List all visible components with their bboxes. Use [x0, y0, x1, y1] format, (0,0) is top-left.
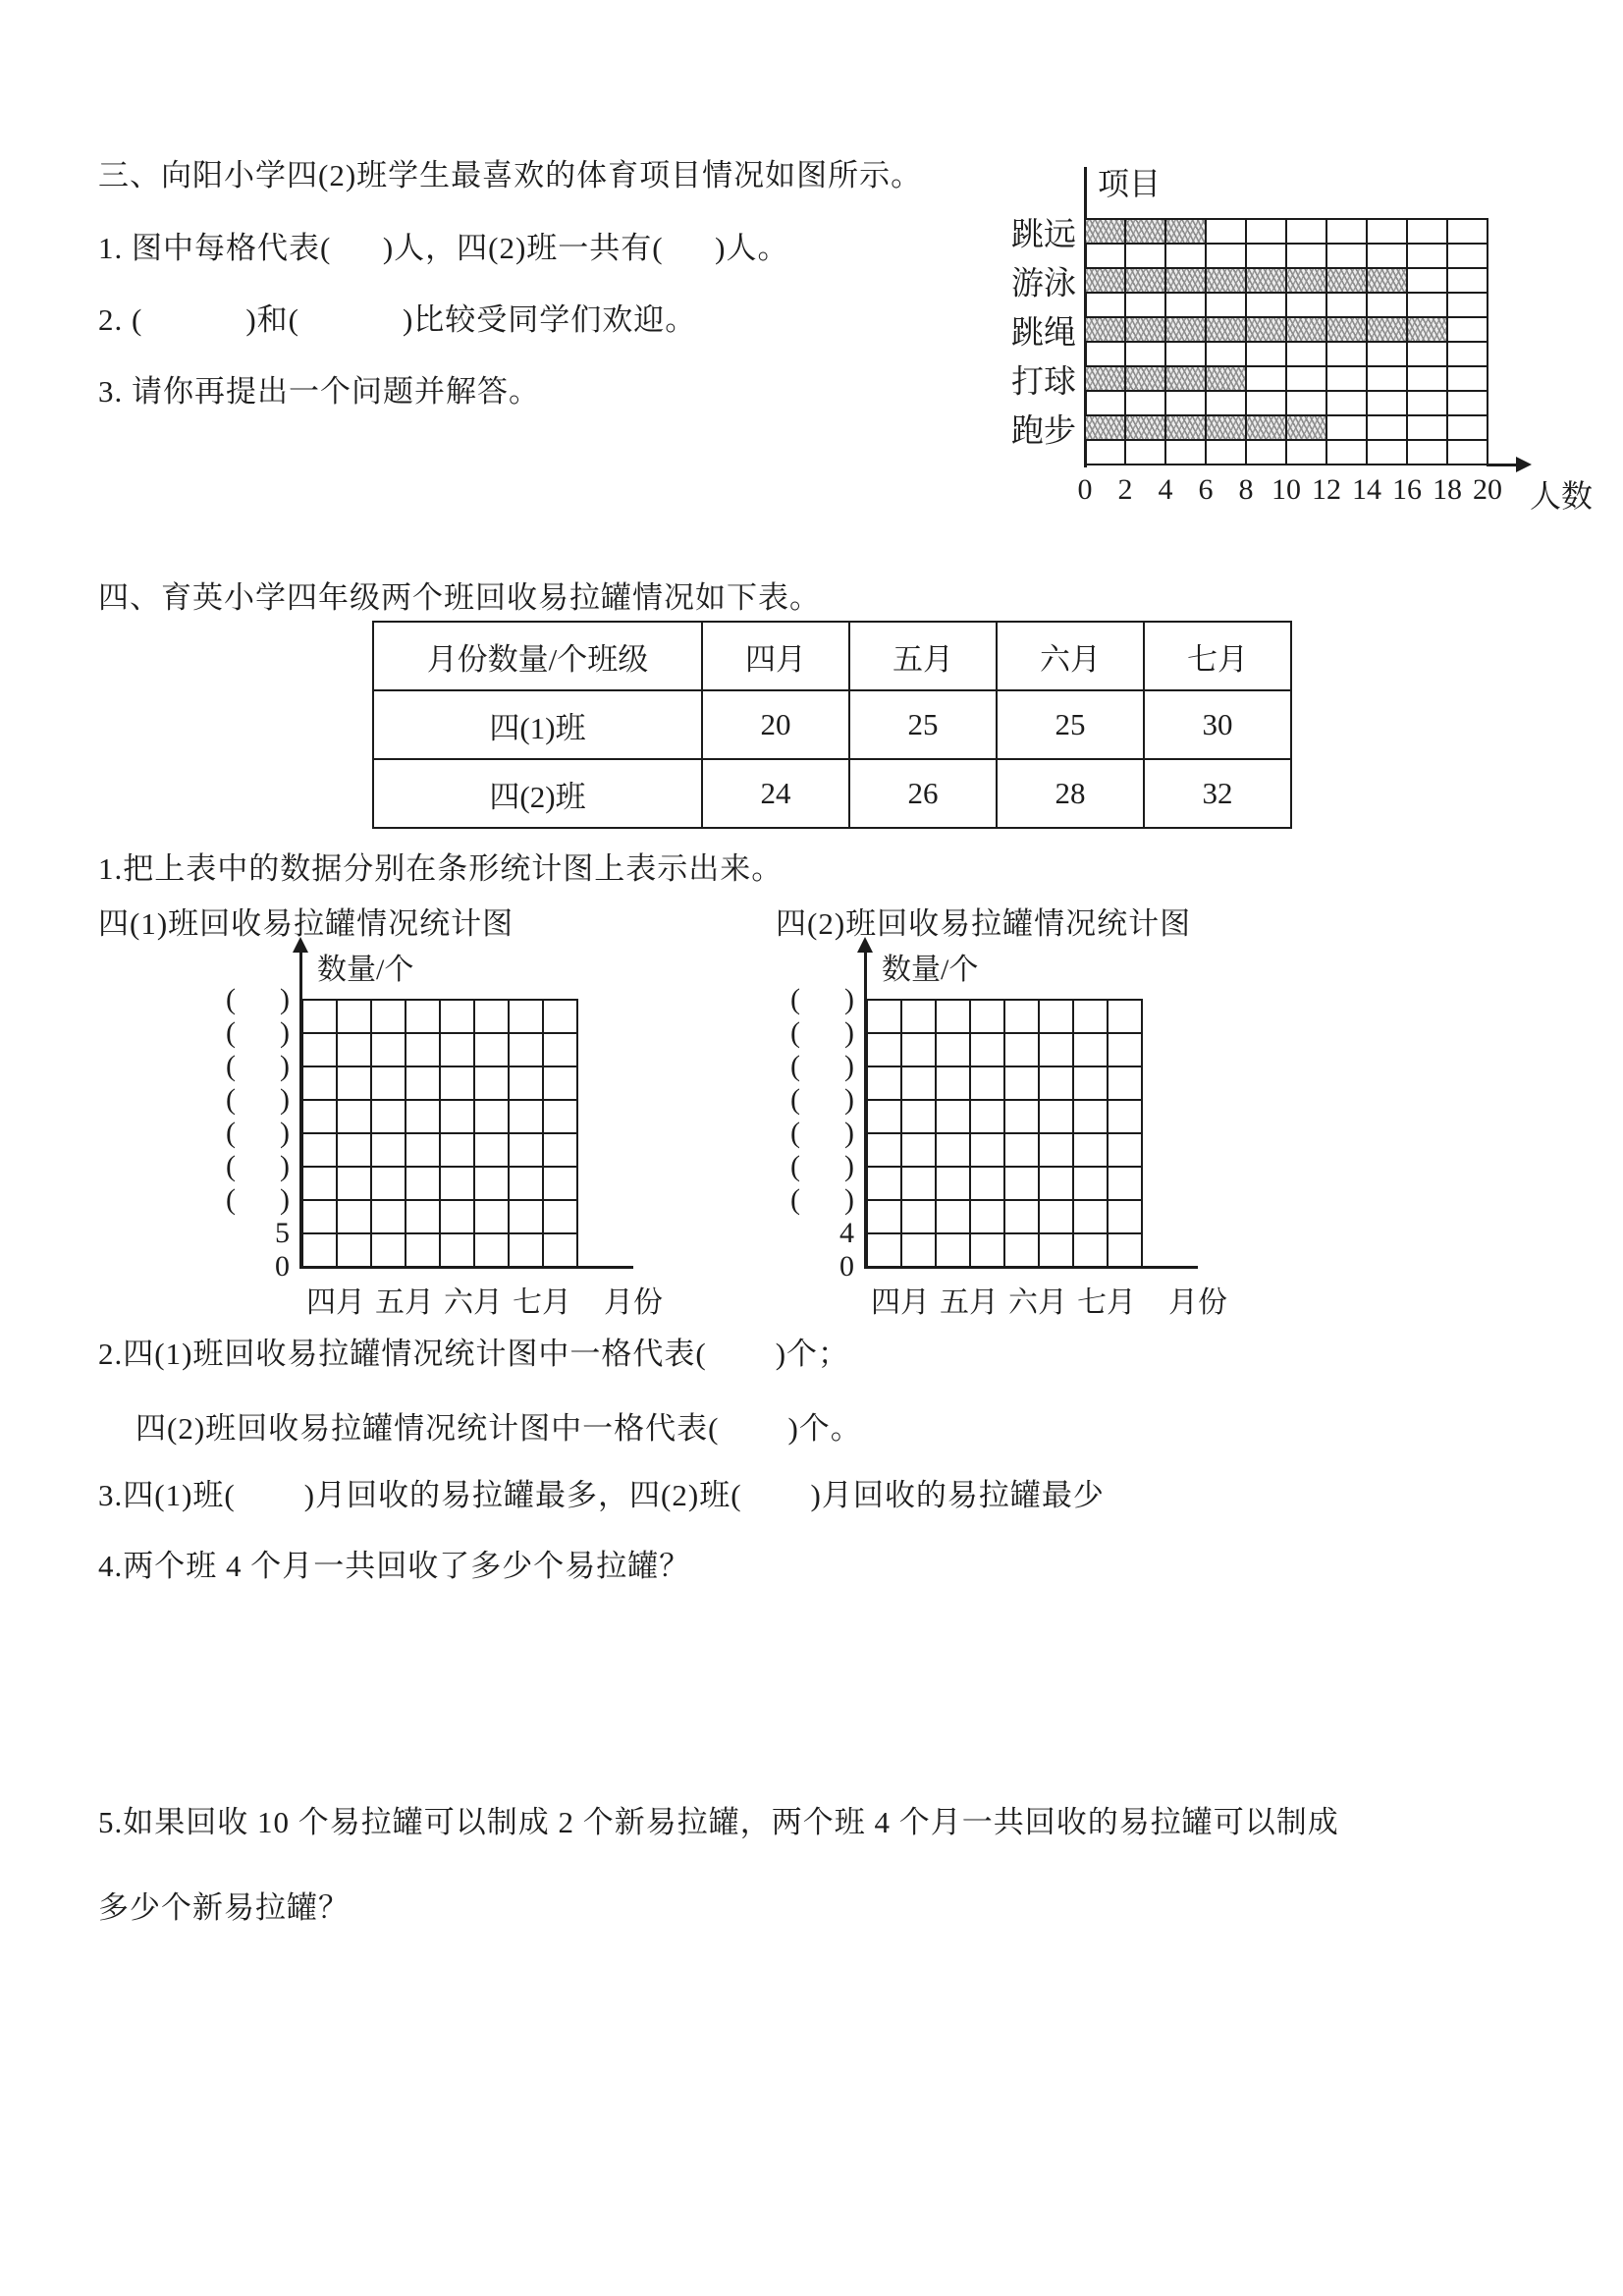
- section3-title: 三、向阳小学四(2)班学生最喜欢的体育项目情况如图所示。: [98, 158, 923, 192]
- section4-question-3: 3.四(1)班( )月回收的易拉罐最多，四(2)班( )月回收的易拉罐最少: [98, 1478, 1105, 1512]
- y-tick-label: 5: [275, 1217, 290, 1249]
- month-label: 四月: [871, 1286, 930, 1319]
- y-axis-title: 数量/个: [882, 954, 979, 986]
- section4-question-2b: 四(2)班回收易拉罐情况统计图中一格代表( )个。: [135, 1411, 862, 1446]
- x-tick-label: 4: [1158, 473, 1173, 506]
- category-label: 游泳: [1011, 266, 1076, 301]
- empty-bar-chart-class2: [761, 923, 1448, 1336]
- y-tick-label: ( ): [226, 1183, 290, 1216]
- table-header-row: [373, 622, 1291, 690]
- table-cell: 四(2)班: [373, 759, 702, 828]
- x-tick-label: 18: [1433, 473, 1462, 506]
- category-label: 跳远: [1011, 217, 1076, 252]
- x-tick-label: 0: [1077, 473, 1093, 506]
- y-tick-label: ( ): [226, 983, 290, 1015]
- section3-question-1: 1. 图中每格代表( )人，四(2)班一共有( )人。: [98, 231, 789, 265]
- x-tick-label: 8: [1238, 473, 1254, 506]
- chart-grid: [866, 999, 1143, 1268]
- table-row: [373, 690, 1291, 759]
- x-tick-label: 20: [1473, 473, 1502, 506]
- x-axis-title: 月份: [604, 1286, 663, 1319]
- table-cell: 32: [1144, 759, 1291, 828]
- table-cell: 25: [849, 690, 997, 759]
- y-tick-label: ( ): [226, 1016, 290, 1049]
- y-tick-label: ( ): [790, 1083, 854, 1116]
- table-cell: 24: [702, 759, 849, 828]
- recycle-table: [372, 621, 1292, 829]
- x-axis-title: 人数: [1530, 478, 1594, 514]
- x-tick-label: 16: [1392, 473, 1422, 506]
- month-label: 四月: [306, 1286, 365, 1319]
- month-label: 七月: [1077, 1286, 1136, 1319]
- month-label: 六月: [1008, 1286, 1067, 1319]
- table-cell: 20: [702, 690, 849, 759]
- month-label: 五月: [375, 1286, 434, 1319]
- x-tick-label: 2: [1117, 473, 1133, 506]
- month-label: 五月: [940, 1286, 999, 1319]
- month-label: 七月: [513, 1286, 571, 1319]
- x-tick-label: 14: [1352, 473, 1381, 506]
- section3-question-2: 2. ( )和( )比较受同学们欢迎。: [98, 302, 697, 337]
- table-row: [373, 759, 1291, 828]
- section4-question-5-line1: 5.如果回收 10 个易拉罐可以制成 2 个新易拉罐，两个班 4 个月一共回收的易拉罐可以制成: [98, 1805, 1339, 1839]
- x-axis-line: [299, 1266, 633, 1269]
- y-tick-label: ( ): [790, 1016, 854, 1049]
- chart1-title: 四(1)班回收易拉罐情况统计图: [98, 906, 514, 941]
- section4-title: 四、育英小学四年级两个班回收易拉罐情况如下表。: [98, 580, 821, 615]
- y-tick-label: ( ): [790, 1150, 854, 1182]
- table-header-cell: 七月: [1144, 622, 1291, 690]
- table-header-cell: 六月: [997, 622, 1144, 690]
- y-tick-label: ( ): [790, 1050, 854, 1082]
- table-cell: 30: [1144, 690, 1291, 759]
- y-axis-title: 数量/个: [317, 954, 414, 986]
- y-tick-label: ( ): [226, 1083, 290, 1116]
- y-tick-label: 0: [275, 1250, 290, 1283]
- section4-question-4: 4.两个班 4 个月一共回收了多少个易拉罐？: [98, 1549, 691, 1583]
- table-header-cell: 五月: [849, 622, 997, 690]
- table-cell: 28: [997, 759, 1144, 828]
- category-label: 跳绳: [1011, 315, 1076, 351]
- y-tick-label: 4: [839, 1217, 854, 1249]
- bar-游泳: [1086, 269, 1406, 292]
- y-tick-label: ( ): [790, 1117, 854, 1149]
- bar-打球: [1086, 367, 1245, 390]
- table-cell: 25: [997, 690, 1144, 759]
- y-tick-label: ( ): [226, 1117, 290, 1149]
- section3-question-3: 3. 请你再提出一个问题并解答。: [98, 374, 540, 409]
- x-axis-line: [1487, 464, 1518, 466]
- chart2-title: 四(2)班回收易拉罐情况统计图: [776, 906, 1192, 941]
- bar-跳绳: [1086, 318, 1446, 341]
- x-tick-label: 6: [1198, 473, 1214, 506]
- month-label: 六月: [444, 1286, 503, 1319]
- section4-question-5-line2: 多少个新易拉罐？: [98, 1890, 350, 1925]
- x-axis-arrow-icon: [1516, 457, 1532, 472]
- bar-跑步: [1086, 416, 1325, 439]
- table-cell: 26: [849, 759, 997, 828]
- sports-bar-chart: [982, 157, 1620, 530]
- table-header-cell: 月份数量/个班级: [373, 622, 702, 690]
- category-label: 跑步: [1011, 413, 1076, 449]
- y-tick-label: ( ): [790, 1183, 854, 1216]
- table-header-cell: 四月: [702, 622, 849, 690]
- y-tick-label: ( ): [226, 1150, 290, 1182]
- bar-跳远: [1086, 220, 1205, 243]
- category-label: 打球: [1011, 364, 1076, 400]
- x-tick-label: 10: [1271, 473, 1301, 506]
- x-axis-title: 月份: [1168, 1286, 1227, 1319]
- y-tick-label: ( ): [226, 1050, 290, 1082]
- section4-question-1: 1.把上表中的数据分别在条形统计图上表示出来。: [98, 851, 784, 886]
- x-axis-line: [864, 1266, 1198, 1269]
- table-cell: 四(1)班: [373, 690, 702, 759]
- section4-question-2a: 2.四(1)班回收易拉罐情况统计图中一格代表( )个；: [98, 1337, 850, 1371]
- x-tick-label: 12: [1312, 473, 1341, 506]
- chart-grid: [1084, 218, 1488, 465]
- y-axis-title: 项目: [1098, 166, 1162, 201]
- y-tick-label: 0: [839, 1250, 854, 1283]
- y-tick-label: ( ): [790, 983, 854, 1015]
- chart-grid: [301, 999, 578, 1268]
